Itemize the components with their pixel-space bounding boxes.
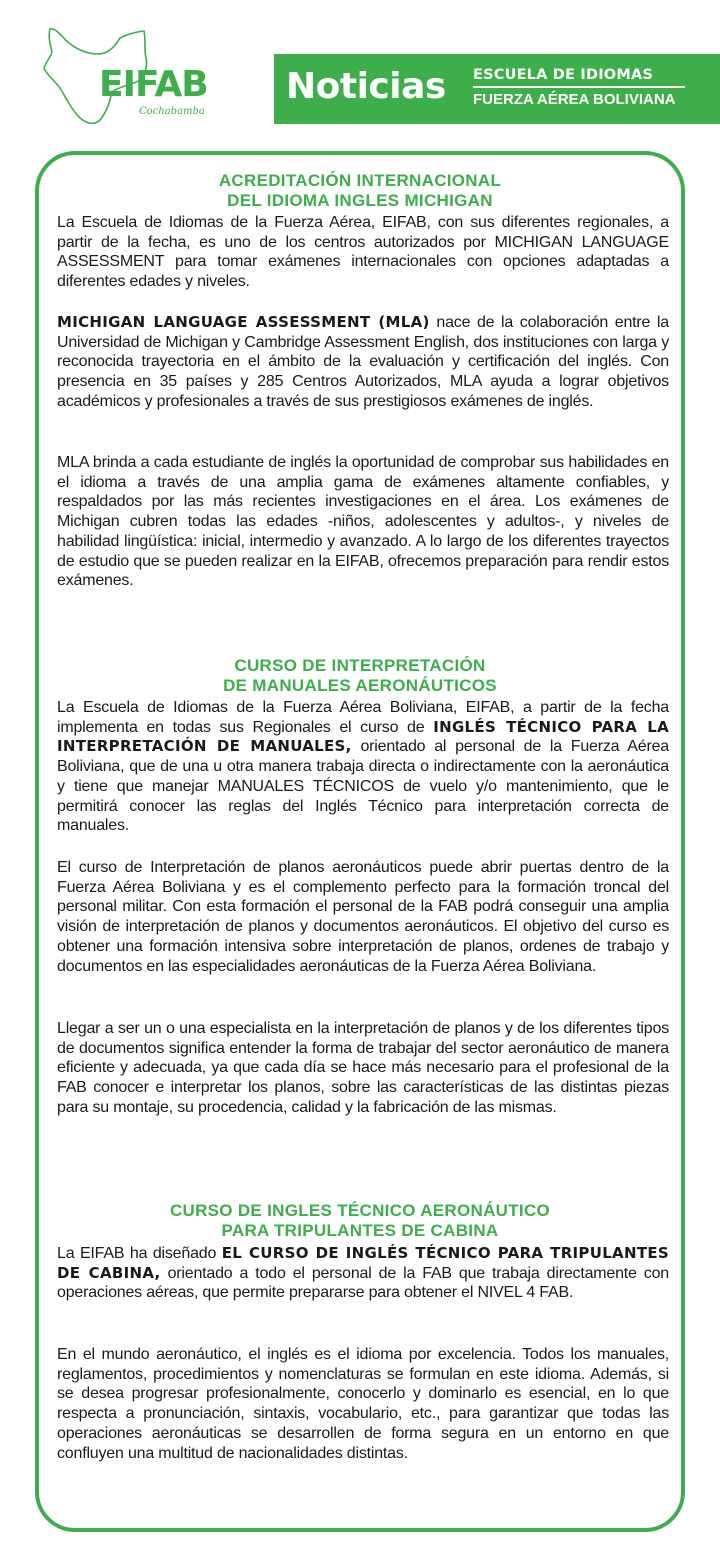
paragraph-text: La EIFAB ha diseñado [57, 1245, 222, 1262]
paragraph-text: MLA brinda a cada estudiante de inglés la oportunidad de comprobar sus habilidades en el idioma a través de una amplia gama de exámenes altamente confiables, y respaldados por las más recientes investigaciones en el área. Los exámenes de Michigan cubren todas las edades -niños, adolescentes y adultos-, y niveles de habilidad lingüística: inicial, intermedio y avanzado. A lo largo de los diferentes trayectos de estudio que se pueden realizar en la EIFAB, ofrecemos preparación para rendir estos exámenes. [57, 454, 669, 590]
heading-line: CURSO DE INTERPRETACIÓN [234, 656, 486, 675]
paragraph-strong: EL CURSO DE INGLÉS TÉCNICO PARA TRIPULANTES DE CABINA, [57, 1244, 669, 1282]
paragraph-text: nace de la colaboración entre la Universidad de Michigan y Cambridge Assessment English, dos instituciones con larga y reconocida trayectoria en el ámbito de la evaluación y certificación del inglés. Con presencia en 35 países y 285 Centros Autorizados, MLA ayuda a lograr objetivos académicos y profesionales a través de sus prestigiosos exámenes de inglés. [57, 314, 669, 410]
section-heading-manuales [39, 656, 681, 696]
heading-line: DEL IDIOMA INGLES MICHIGAN [227, 191, 493, 210]
paragraph [57, 1345, 669, 1463]
paragraph-text: En el mundo aeronáutico, el inglés es el idioma por excelencia. Todos los manuales, reglamentos, procedimientos y nomenclaturas se formulan en este idioma. Además, si se desea progresar profesionalmente, conocerlo y dominarlo es esencial, en lo que respecta a pronunciación, sintaxis, vocabulario, etc., para garantizar que todas las operaciones aeronáuticas se desarrollen de forma segura en un entorno en que confluyen una multitud de nacionalidades distintas. [57, 1346, 669, 1462]
heading-line: ACREDITACIÓN INTERNACIONAL [218, 171, 502, 190]
paragraph [57, 213, 669, 292]
paragraph-text: El curso de Interpretación de planos aeronáuticos puede abrir puertas dentro de la Fuerza Aérea Boliviana y es el complemento perfecto para la formación troncal del personal militar. Con esta formación el personal de la FAB podrá conseguir una amplia visión de interpretación de planos y documentos aeronáuticos. El objetivo del curso es obtener una formación intensiva sobre interpretación de planos, ordenes de trabajo y documentos en las especialidades aeronáuticas de la Fuerza Aérea Boliviana. [57, 859, 669, 975]
paragraph [57, 453, 669, 591]
paragraph [57, 1019, 669, 1118]
logo-script-text: Cochabamba [139, 106, 205, 117]
news-banner [274, 54, 720, 124]
paragraph-text: La Escuela de Idiomas de la Fuerza Aérea Boliviana, EIFAB, a partir de la fecha implementa en todas sus Regionales el curso de [57, 699, 669, 736]
banner-title: Noticias [286, 66, 446, 107]
eifab-logo [40, 24, 230, 129]
banner-institution: FUERZA AÉREA BOLIVIANA [473, 91, 676, 108]
paragraph-text: La Escuela de Idiomas de la Fuerza Aérea, EIFAB, con sus diferentes regionales, a partir de la fecha, es uno de los centros autorizados por MICHIGAN LANGUAGE ASSESSMENT para tomar exámenes internacionales con opciones adaptadas a diferentes edades y niveles. [57, 214, 669, 291]
paragraph [57, 1244, 669, 1303]
paragraph [57, 858, 669, 976]
section-heading-michigan [39, 171, 681, 211]
logo-wordmark: EIFAB [99, 64, 208, 105]
banner-school-name: ESCUELA DE IDIOMAS [473, 67, 654, 83]
section-heading-tripulantes [39, 1201, 681, 1241]
paragraph-text: orientado a todo el personal de la FAB que trabaja directamente con operaciones aéreas, que permite prepararse para obtener el NIVEL 4 FAB. [57, 1264, 669, 1302]
paragraph-strong: MICHIGAN LANGUAGE ASSESSMENT (MLA) [57, 313, 430, 331]
banner-divider [473, 86, 685, 88]
heading-line: DE MANUALES AERONÁUTICOS [223, 676, 497, 695]
paragraph-strong: INGLÉS TÉCNICO PARA LA INTERPRETACIÓN DE MANUALES, [57, 717, 669, 756]
paragraph [57, 313, 669, 412]
heading-line: PARA TRIPULANTES DE CABINA [221, 1221, 499, 1240]
heading-line: CURSO DE INGLES TÉCNICO AERONÁUTICO [169, 1201, 551, 1220]
paragraph-text: orientado al personal de la Fuerza Aérea Boliviana, que de una u otra manera trabaja directa o indirectamente con la aeronáutica y tiene que manejar MANUALES TÉCNICOS de vuelo y/o mantenimiento, que le permitirá conocer las reglas del Inglés Técnico para interpretación correcta de manuales. [57, 738, 669, 835]
paragraph-text: Llegar a ser un o una especialista en la interpretación de planos y de los diferentes tipos de documentos significa entender la forma de trabajar del sector aeronáutico de manera eficiente y adecuada, ya que cada día se hace más necesario para el profesional de la FAB conocer e interpretar los planos, sobre las características de las distintas piezas para su montaje, su procedencia, calidad y la fabricación de las mismas. [57, 1020, 669, 1116]
news-content-box [35, 151, 685, 1532]
paragraph [57, 698, 669, 836]
